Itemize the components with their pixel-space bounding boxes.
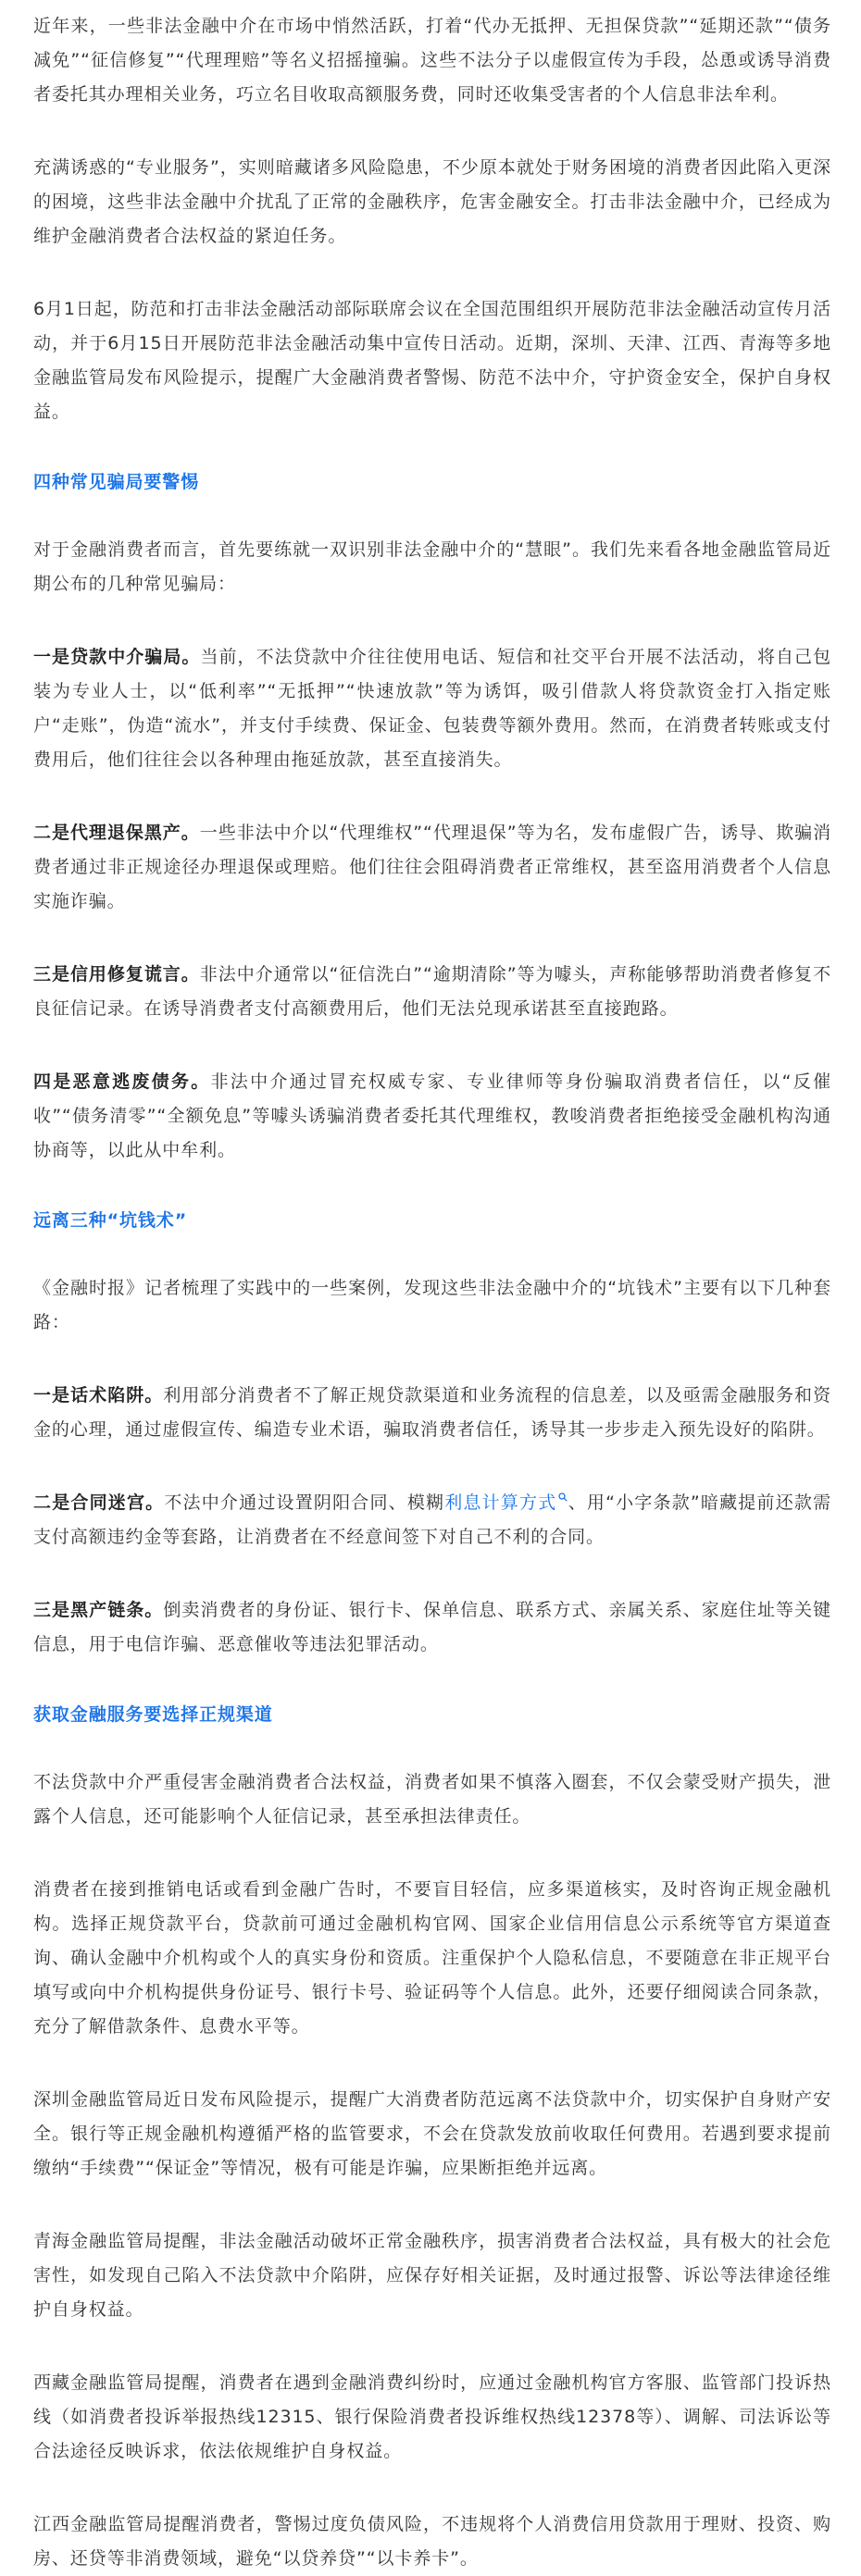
scam-item-surrender (33, 816, 831, 919)
trick-item-text-after: 、用“小字条款”暗藏提前还款需支付高额违约金等套路，让消费者在不经意间签下对自己不利的合同。 (33, 1492, 831, 1547)
scam-item-credit-repair (33, 958, 831, 1026)
scam-item-text: 非法中介通过冒充权威专家、专业律师等身份骗取消费者信任，以“反催收”“债务清零”“全额免息”等噱头诱骗消费者委托其代理维权，教唆消费者拒绝接受金融机构沟通协商等，以此从中牟利。 (33, 1071, 831, 1160)
scam-item-lead: 一是贷款中介骗局。 (33, 647, 201, 667)
scam-item-debt-evasion (33, 1065, 831, 1168)
scam-item-lead: 三是信用修复谎言。 (33, 964, 200, 985)
trick-item-text-before: 不法中介通过设置阴阳合同、模糊 (164, 1492, 445, 1513)
search-icon[interactable] (558, 1492, 568, 1502)
trick-item-rhetoric (33, 1379, 831, 1447)
channels-paragraph-4: 青海金融监管局提醒，非法金融活动破坏正常金融秩序，损害消费者合法权益，具有极大的社会危害性，如发现自己陷入不法贷款中介陷阱，应保存好相关证据，及时通过报警、诉讼等法律途径维护自身权益。 (33, 2231, 831, 2320)
scam-item-loan (33, 640, 831, 777)
section-heading-scams: 四种常见骗局要警惕 (33, 472, 200, 492)
section-heading-channels: 获取金融服务要选择正规渠道 (33, 1704, 273, 1725)
scam-item-lead: 二是代理退保黑产。 (33, 823, 200, 843)
trick-item-lead: 一是话术陷阱。 (33, 1385, 164, 1406)
trick-item-contract (33, 1486, 831, 1554)
trick-item-text: 利用部分消费者不了解正规贷款渠道和业务流程的信息差，以及亟需金融服务和资金的心理，通过虚假宣传、编造专业术语，骗取消费者信任，诱导其一步步走入预先设好的陷阱。 (33, 1385, 831, 1440)
trick-item-lead: 二是合同迷宫。 (33, 1492, 165, 1513)
paragraph-intro-2: 充满诱惑的“专业服务”，实则暗藏诸多风险隐患，不少原本就处于财务困境的消费者因此陷入更深的困境，这些非法金融中介扰乱了正常的金融秩序，危害金融安全。打击非法金融中介，已经成为维护金融消费者合法权益的紧迫任务。 (33, 157, 831, 246)
channels-paragraph-5: 西藏金融监管局提醒，消费者在遇到金融消费纠纷时，应通过金融机构官方客服、监管部门投诉热线（如消费者投诉举报热线12315、银行保险消费者投诉维权热线12378等）、调解、司法诉讼等合法途径反映诉求，依法依规维护自身权益。 (33, 2372, 831, 2461)
section-intro-scams: 对于金融消费者而言，首先要练就一双识别非法金融中介的“慧眼”。我们先来看各地金融监管局近期公布的几种常见骗局： (33, 539, 831, 594)
channels-paragraph-3: 深圳金融监管局近日发布风险提示，提醒广大消费者防范远离不法贷款中介，切实保护自身财产安全。银行等正规金融机构遵循严格的监管要求，不会在贷款发放前收取任何费用。若遇到要求提前缴纳“手续费”“保证金”等情况，极有可能是诈骗，应果断拒绝并远离。 (33, 2089, 831, 2178)
scam-item-text: 当前，不法贷款中介往往使用电话、短信和社交平台开展不法活动，将自己包装为专业人士，以“低利率”“无抵押”“快速放款”等为诱饵，吸引借款人将贷款资金打入指定账户“走账”，伪造“流水”，并支付手续费、保证金、包装费等额外费用。然而，在消费者转账或支付费用后，他们往往会以各种理由拖延放款，甚至直接消失。 (33, 647, 831, 770)
trick-item-lead: 三是黑产链条。 (33, 1600, 164, 1620)
channels-paragraph-6: 江西金融监管局提醒消费者，警惕过度负债风险，不违规将个人消费信用贷款用于理财、投资、购房、还贷等非消费领域，避免“以贷养贷”“以卡养卡”。 (33, 2514, 831, 2569)
trick-item-text: 倒卖消费者的身份证、银行卡、保单信息、联系方式、亲属关系、家庭住址等关键信息，用于电信诈骗、恶意催收等违法犯罪活动。 (33, 1600, 831, 1654)
channels-paragraph-2: 消费者在接到推销电话或看到金融广告时，不要盲目轻信，应多渠道核实，及时咨询正规金融机构。选择正规贷款平台，贷款前可通过金融机构官网、国家企业信用信息公示系统等官方渠道查询、确认金融中介机构或个人的真实身份和资质。注重保护个人隐私信息，不要随意在非正规平台填写或向中介机构提供身份证号、银行卡号、验证码等个人信息。此外，还要仔细阅读合同条款，充分了解借款条件、息费水平等。 (33, 1879, 831, 2037)
channels-paragraph-1: 不法贷款中介严重侵害金融消费者合法权益，消费者如果不慎落入圈套，不仅会蒙受财产损失，泄露个人信息，还可能影响个人征信记录，甚至承担法律责任。 (33, 1772, 831, 1827)
section-intro-tricks: 《金融时报》记者梳理了实践中的一些案例，发现这些非法金融中介的“坑钱术”主要有以下几种套路： (33, 1278, 831, 1332)
scam-item-text: 一些非法中介以“代理维权”“代理退保”等为名，发布虚假广告，诱导、欺骗消费者通过非正规途径办理退保或理赔。他们往往会阻碍消费者正常维权，甚至盗用消费者个人信息实施诈骗。 (33, 823, 831, 911)
scam-item-lead: 四是恶意逃废债务。 (33, 1071, 211, 1092)
trick-item-black-chain (33, 1593, 831, 1662)
interest-calc-link[interactable]: 利息计算方式 (444, 1492, 557, 1513)
paragraph-intro-1: 近年来，一些非法金融中介在市场中悄然活跃，打着“代办无抵押、无担保贷款”“延期还款”“债务减免”“征信修复”“代理理赔”等名义招摇撞骗。这些不法分子以虚假宣传为手段，怂恿或诱导消费者委托其办理相关业务，巧立名目收取高额服务费，同时还收集受害者的个人信息非法牟利。 (33, 16, 831, 105)
scam-item-text: 非法中介通常以“征信洗白”“逾期清除”等为噱头，声称能够帮助消费者修复不良征信记录。在诱导消费者支付高额费用后，他们无法兑现承诺甚至直接跑路。 (33, 964, 831, 1019)
paragraph-intro-3: 6月1日起，防范和打击非法金融活动部际联席会议在全国范围组织开展防范非法金融活动宣传月活动，并于6月15日开展防范非法金融活动集中宣传日活动。近期，深圳、天津、江西、青海等多地金融监管局发布风险提示，提醒广大金融消费者警惕、防范不法中介，守护资金安全，保护自身权益。 (33, 299, 831, 422)
section-heading-tricks: 远离三种“坑钱术” (33, 1210, 188, 1231)
